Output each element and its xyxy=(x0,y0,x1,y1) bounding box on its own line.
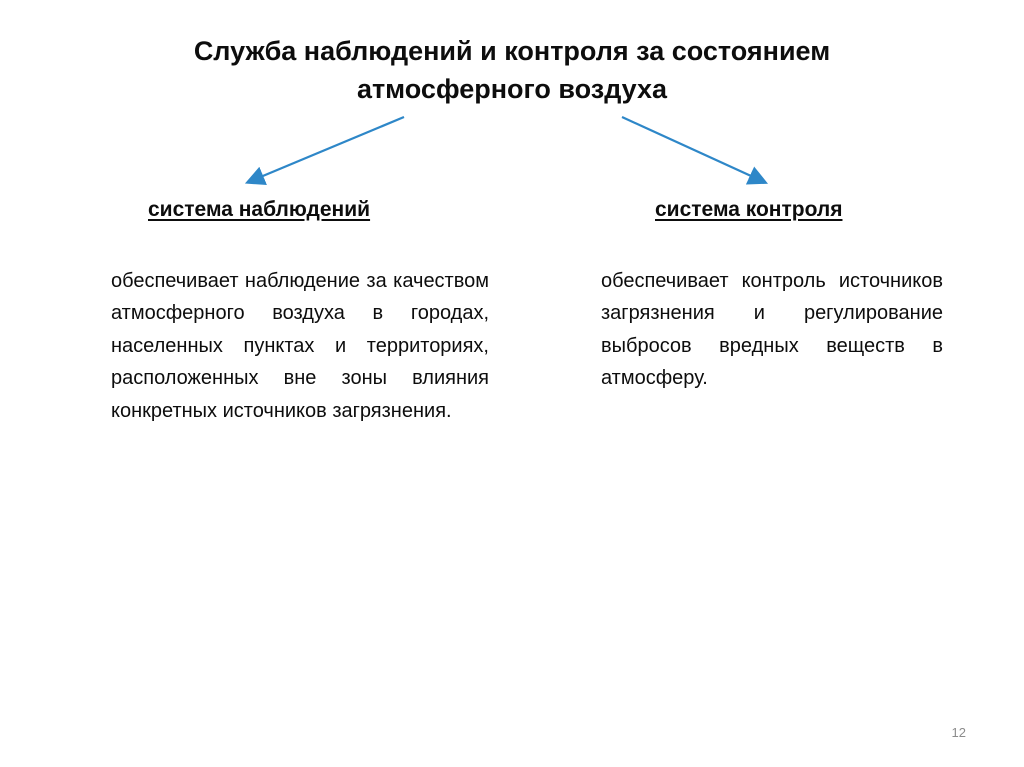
branch-body-observation: обеспечивает наблюдение за качеством атмосферного воздуха в городах, населенных пунктах и территориях, расположенных вне зоны влияния конкретных источников загрязнения. xyxy=(111,270,489,422)
page-number: 12 xyxy=(951,725,966,740)
branch-heading-control: система контроля xyxy=(655,198,843,221)
page-title: Служба наблюдений и контроля за состоянием атмосферного воздуха xyxy=(193,36,831,105)
arrow-to-observation-system xyxy=(251,117,404,181)
branch-body-control: обеспечивает контроль источников загрязнения и регулирование выбросов вредных веществ в атмосферу. xyxy=(601,270,943,390)
arrow-to-control-system xyxy=(622,117,762,181)
branch-heading-observation: система наблюдений xyxy=(148,198,371,221)
